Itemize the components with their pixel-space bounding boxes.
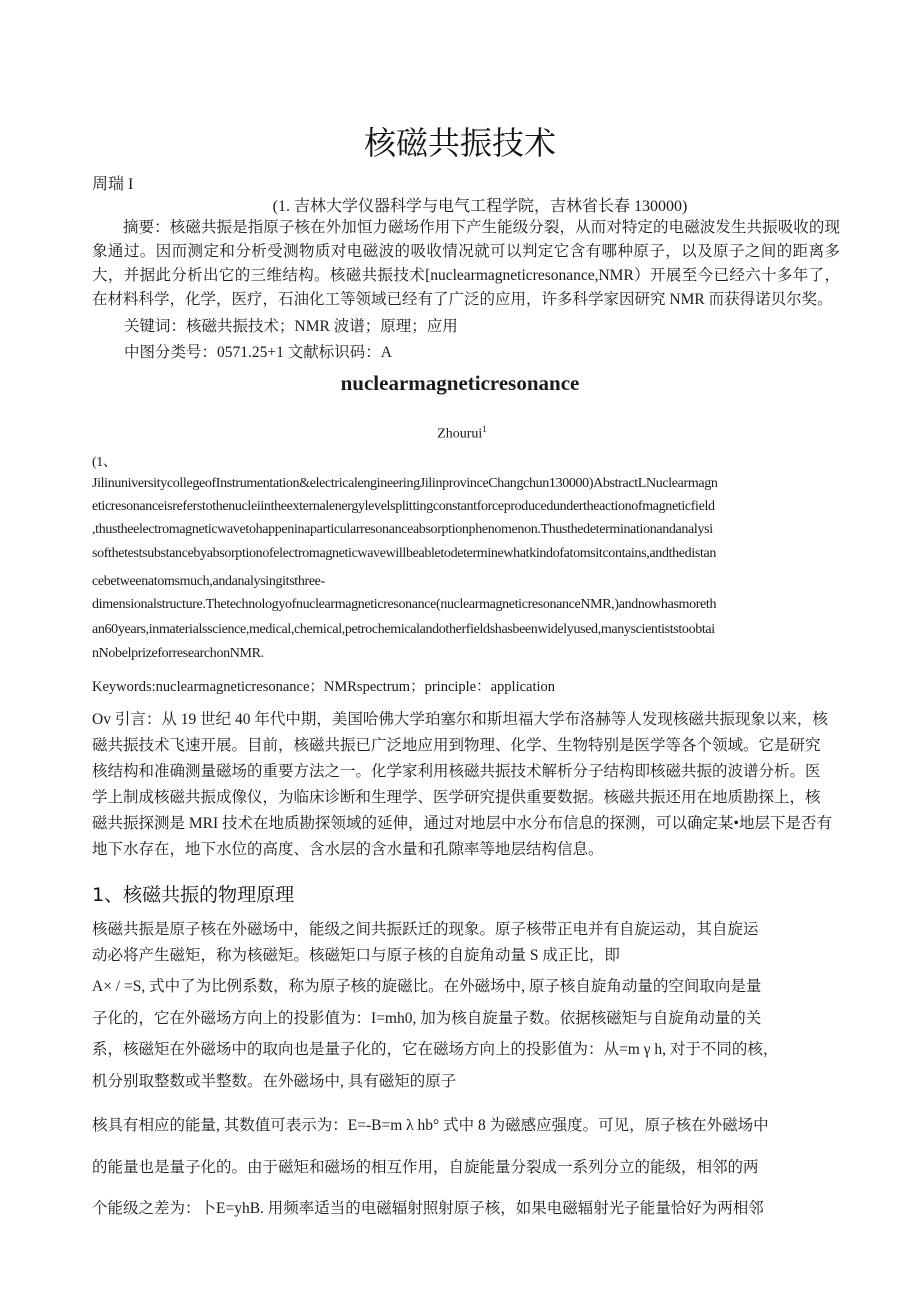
body-line: 系，核磁矩在外磁场中的取向也是量子化的，它在磁场方向上的投影值为：从=m γ h, 对于不同的核， bbox=[92, 1041, 779, 1058]
abstract-en-line: ,thustheelectromagneticwavetohappeninaparticularresonanceabsorptionphenomenon.Thusthedeterminationandanalysi bbox=[92, 522, 713, 537]
body-line: 子化的，它在外磁场方向上的投影值为：I=mh0, 加为核自旋量子数。依据核磁矩与自旋角动量的关 bbox=[92, 1010, 762, 1027]
author-en-name: Zhourui bbox=[437, 426, 483, 442]
abstract-en-line: (1、 bbox=[92, 455, 117, 470]
body-line: 机分别取整数或半整数。在外磁场中, 具有磁矩的原子 bbox=[92, 1073, 457, 1090]
intro-line: Ov 引言：从 19 世纪 40 年代中期，美国哈佛大学珀塞尔和斯坦福大学布洛赫等人发现核磁共振现象以来，核 bbox=[92, 711, 828, 728]
abstract-en-line: eticresonanceisreferstothenucleiintheexternalenergylevelsplittingconstantforceproducedundertheactionofmagneticfield bbox=[92, 499, 715, 514]
abstract-en-line: dimensionalstructure.Thetechnologyofnuclearmagneticresonance(nuclearmagneticresonanceNMR,)andnowhasmoreth bbox=[92, 597, 717, 612]
author-cn: 周瑞 I bbox=[92, 176, 134, 193]
abstract-en-line: an60years,inmaterialsscience,medical,chemical,petrochemicalandotherfieldshasbeenwidelyused,manyscientiststoobtai bbox=[92, 622, 715, 637]
abstract-en-line: cebetweenatomsmuch,andanalysingitsthree- bbox=[92, 574, 325, 589]
body-line: 个能级之差为：卜E=yhB. 用频率适当的电磁辐射照射原子核，如果电磁辐射光子能量恰好为两相邻 bbox=[92, 1200, 764, 1217]
body-line: 核具有相应的能量, 其数值可表示为：E=-B=m λ hb° 式中 8 为磁感应强度。可见，原子核在外磁场中 bbox=[92, 1117, 769, 1134]
abstract-cn: 摘要：核磁共振是指原子核在外加恒力磁场作用下产生能级分裂，从而对特定的电磁波发生共振吸收的现象通过。因而测定和分析受测物质对电磁波的吸收情况就可以判定它含有哪种原子，以及原子之间的距离多大，并据此分析出它的三维结构。核磁共振技术[nuclearmagneticresonance,NMR）开展至今已经六十多年了，在材料科学，化学，医疗，石油化工等领域已经有了广泛的应用，许多科学家因研究 NMR 而获得诺贝尔奖。 bbox=[92, 219, 840, 308]
author-en bbox=[0, 424, 920, 443]
intro-line: 核结构和准确测量磁场的重要方法之一。化学家利用核磁共振技术解析分子结构即核磁共振的波谱分析。医 bbox=[92, 763, 821, 780]
body-line: 动必将产生磁矩，称为核磁矩。核磁矩口与原子核的自旋角动量 S 成正比，即 bbox=[92, 947, 620, 964]
abstract-en-line: nNobelprizeforresearchonNMR. bbox=[92, 646, 264, 661]
affiliation-cn: (1. 吉林大学仪器科学与电气工程学院，吉林省长春 130000) bbox=[272, 198, 688, 215]
author-en-superscript: 1 bbox=[482, 424, 487, 434]
keywords-en: Keywords:nuclearmagneticresonance；NMRspectrum；principle：application bbox=[92, 679, 556, 695]
abstract-en-line: JilinuniversitycollegeofInstrumentation&electricalengineeringJilinprovinceChangchun130000)AbstractLNuclearmagn bbox=[92, 476, 718, 491]
body-line: 核磁共振是原子核在外磁场中，能级之间共振跃迁的现象。原子核带正电并有自旋运动，其自旋运 bbox=[92, 921, 759, 938]
intro-line: 学上制成核磁共振成像仪，为临床诊断和生理学、医学研究提供重要数据。核磁共振还用在地质勘探上，核 bbox=[92, 789, 821, 806]
keywords-cn: 关键词：核磁共振技术；NMR 波谱；原理；应用 bbox=[124, 318, 458, 335]
abstract-en-line: softhetestsubstancebyabsorptionofelectromagneticwavewillbeabletodeterminewhatkindofatomsitcontains,andthedistan bbox=[92, 546, 717, 561]
classification-cn: 中图分类号：0571.25+1 文献标识码：A bbox=[124, 344, 392, 361]
intro-line: 磁共振探测是 MRI 技术在地质勘探领域的延伸，通过对地层中水分布信息的探测，可以确定某•地层下是否有 bbox=[92, 815, 832, 832]
body-line: A× / =S, 式中了为比例系数，称为原子核的旋磁比。在外磁场中, 原子核自旋角动量的空间取向是量 bbox=[92, 978, 762, 995]
intro-line: 磁共振技术飞速开展。目前，核磁共振已广泛地应用到物理、化学、生物特别是医学等各个领域。它是研究 bbox=[92, 737, 821, 754]
body-line: 的能量也是量子化的。由于磁矩和磁场的相互作用，自旋能量分裂成一系列分立的能级，相邻的两 bbox=[92, 1159, 759, 1176]
intro-line: 地下水存在，地下水位的高度、含水层的含水量和孔隙率等地层结构信息。 bbox=[92, 841, 604, 858]
section-heading: 1、核磁共振的物理原理 bbox=[92, 884, 295, 906]
document-title-en: nuclearmagneticresonance bbox=[340, 371, 580, 395]
document-title-cn: 核磁共振技术 bbox=[363, 124, 556, 162]
